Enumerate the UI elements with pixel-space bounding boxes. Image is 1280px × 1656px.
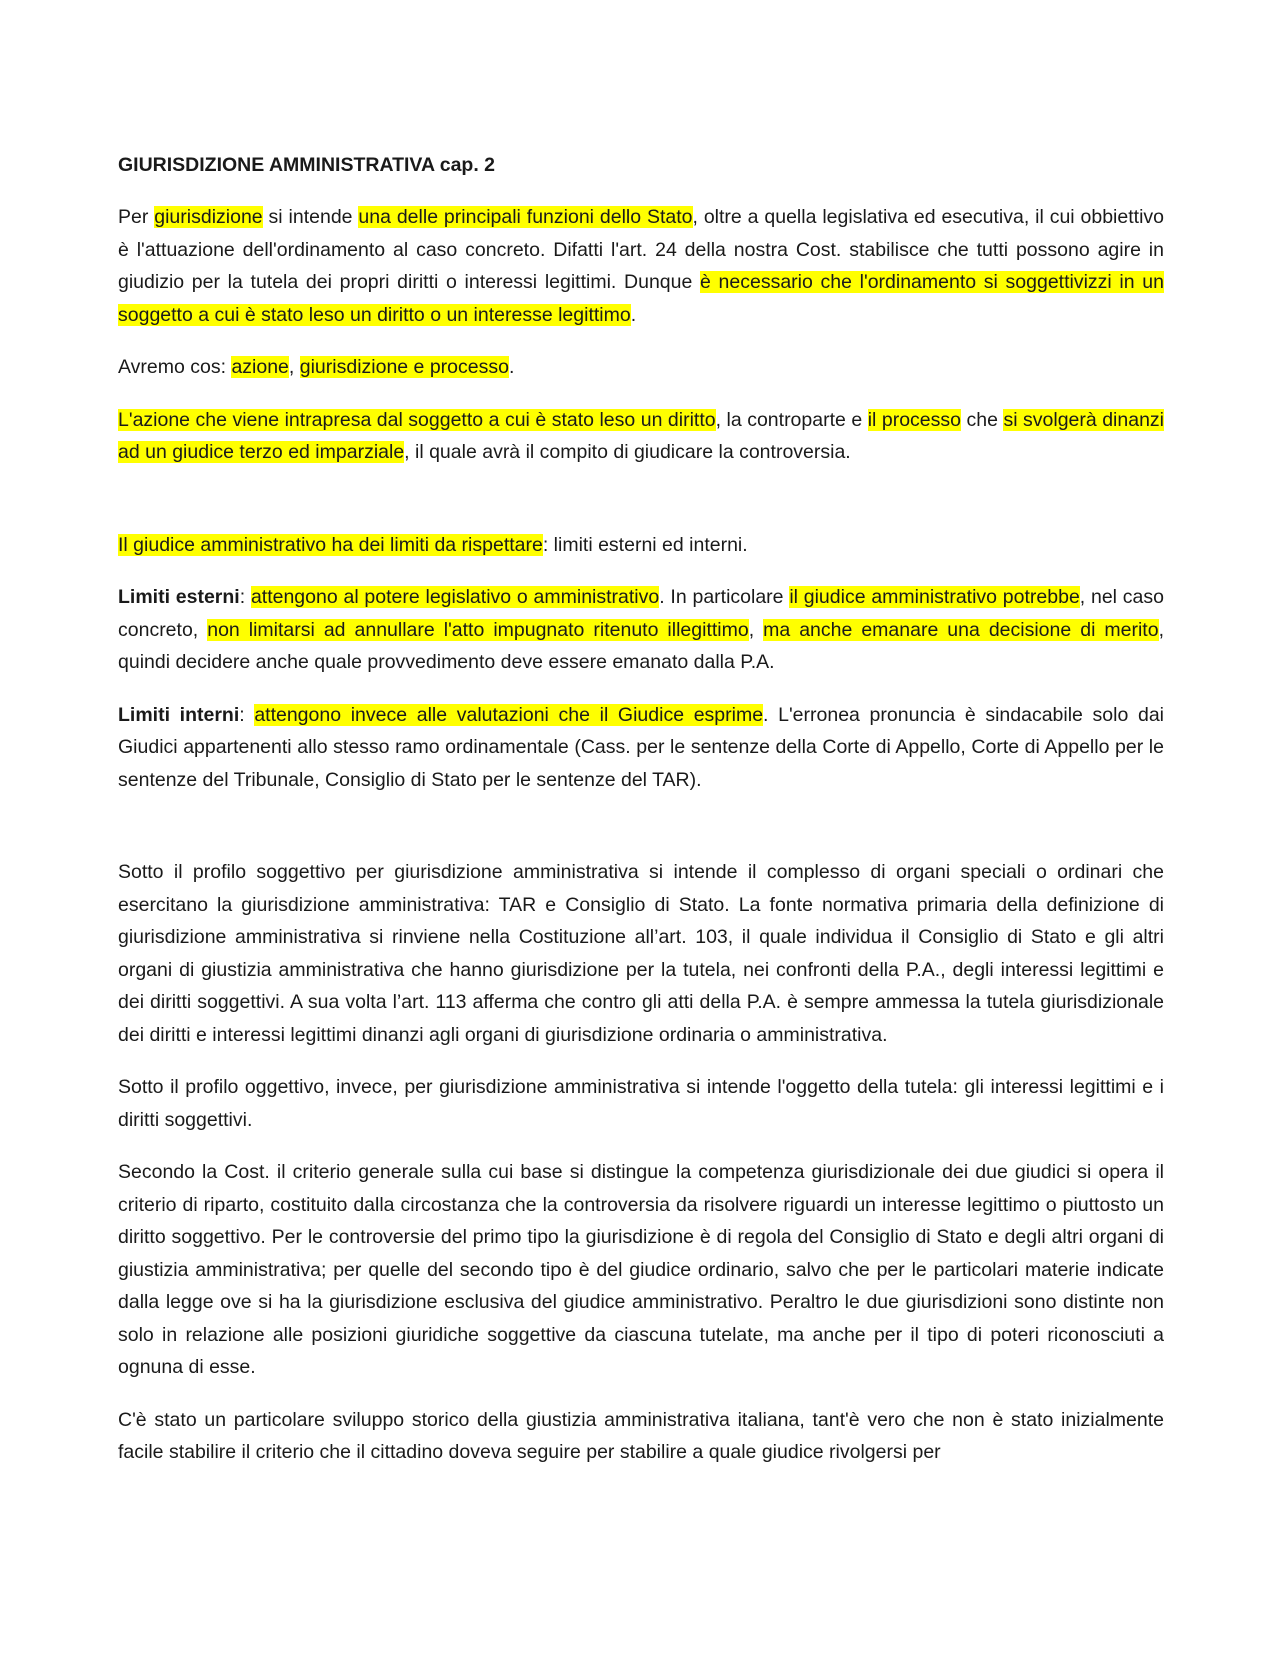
- text-run: .: [630, 303, 637, 326]
- empty-line: [118, 816, 1164, 856]
- text-run: : limiti esterni ed interni.: [542, 533, 748, 556]
- paragraph-azione-processo: [118, 351, 1164, 384]
- highlighted-text: il giudice amministrativo potrebbe: [789, 586, 1080, 608]
- paragraph-profilo-oggettivo: Sotto il profilo oggettivo, invece, per giurisdizione amministrativa si intende l'oggetto della tutela: gli interessi legittimi e i diritti soggettivi.: [118, 1076, 1164, 1131]
- highlighted-text: si svolgerà dinanzi ad un giudice terzo ed imparziale: [118, 408, 1165, 463]
- paragraph-criterio-riparto: Secondo la Cost. il criterio generale sulla cui base si distingue la competenza giurisdizionale dei due giudici si opera il criterio di riparto, costituito dalla circostanza che la controversia da risolvere riguardi un interesse legittimo o piuttosto un diritto soggettivo. Per le controversie del primo tipo la giurisdizione è di regola del Consiglio di Stato e degli altri organi di giustizia amministrativa; per quelle del secondo tipo è del giudice ordinario, salvo che per le particolari materie indicate dalla legge ove si ha la giurisdizione esclusiva del giudice amministrativo. Peraltro le due giurisdizioni sono distinte non solo in relazione alle posizioni giuridiche soggettive da ciascuna tutelate, ma anche per il tipo di poteri riconosciuti a ognuna di esse.: [118, 1161, 1164, 1378]
- highlighted-text: è necessario che l'ordinamento si soggettivizzi in un soggetto a cui è stato leso un diritto o un interesse legittimo: [118, 271, 1164, 326]
- text-run: :: [239, 703, 255, 726]
- text-run: , il quale avrà il compito di giudicare la controversia.: [404, 441, 851, 463]
- paragraph-azione-description: [118, 404, 1164, 469]
- text-run: si intende: [262, 206, 359, 228]
- paragraph-profilo-soggettivo: Sotto il profilo soggettivo per giurisdizione amministrativa si intende il complesso di organi speciali o ordinari che esercitano la giurisdizione amministrativa: TAR e Consiglio di Stato. La fonte normativa primaria della definizione di giurisdizione amministrativa si rinviene nella Costituzione all’art. 103, il quale individua il Consiglio di Stato e gli altri organi di giustizia amministrativa che hanno giurisdizione per la tutela, nei confronti della P.A., degli interessi legittimi e dei diritti soggettivi. A sua volta l’art. 113 afferma che contro gli atti della P.A. è sempre ammessa la tutela giurisdizionale dei diritti e interessi legittimi dinanzi agli organi di giurisdizione ordinaria o amministrativa.: [118, 861, 1164, 1046]
- highlighted-text: attengono invece alle valutazioni che il Giudice esprime: [254, 703, 764, 726]
- empty-line: [118, 489, 1164, 529]
- highlighted-text: giurisdizione: [154, 206, 263, 228]
- text-run: Avremo cos:: [118, 356, 232, 378]
- bold-label: Limiti interni: [118, 703, 240, 726]
- text-run: Per: [118, 206, 155, 228]
- highlighted-text: azione: [231, 356, 289, 378]
- text-run: , oltre a quella legislativa ed esecutiva, il cui obbiettivo è l'attuazione dell'ordinamento al caso concreto. Difatti l'art. 24 della nostra Cost. stabilisce che tutti possono agire in giudizio per la tutela dei propri diritti o interessi legittimi. Dunque: [118, 206, 1164, 293]
- document-title: GIURISDIZIONE AMMINISTRATIVA cap. 2: [118, 154, 496, 176]
- text-run: :: [239, 586, 251, 608]
- paragraph-giurisdizione-definition: [118, 201, 1164, 331]
- bold-label: Limiti esterni: [118, 586, 240, 608]
- highlighted-text: non limitarsi ad annullare l'atto impugnato ritenuto illegittimo: [207, 618, 749, 641]
- text-run: . L'erronea pronuncia è sindacabile solo dai Giudici appartenenti allo stesso ramo ordinamentale (Cass. per le sentenze della Corte di Appello, Corte di Appello per le sentenze del Tribunale, Consiglio di Stato per le sentenze del TAR).: [118, 703, 1164, 791]
- paragraph-limiti: [118, 529, 1164, 562]
- text-run: , nel caso concreto,: [118, 586, 1164, 641]
- text-run: ,: [748, 618, 764, 641]
- paragraph-limiti-esterni: [118, 581, 1164, 679]
- text-run: che: [961, 408, 1004, 431]
- highlighted-text: Il giudice amministrativo ha dei limiti da rispettare: [118, 533, 543, 556]
- paragraph-sviluppo-storico: C'è stato un particolare sviluppo storico della giustizia amministrativa italiana, tant'è vero che non è stato inizialmente facile stabilire il criterio che il cittadino doveva seguire per stabilire a quale giudice rivolgersi per: [118, 1408, 1164, 1463]
- highlighted-text: ma anche emanare una decisione di merito: [763, 618, 1159, 641]
- text-run: , quindi decidere anche quale provvedimento deve essere emanato dalla P.A.: [118, 618, 1164, 673]
- highlighted-text: il processo: [867, 408, 961, 431]
- text-run: , la controparte e: [715, 408, 868, 431]
- highlighted-text: L'azione che viene intrapresa dal soggetto a cui è stato leso un diritto: [118, 408, 716, 431]
- highlighted-text: attengono al potere legislativo o amministrativo: [250, 586, 660, 608]
- text-run: . In particolare: [659, 586, 790, 608]
- text-run: ,: [288, 356, 300, 378]
- text-run: .: [508, 356, 515, 378]
- highlighted-text: giurisdizione e processo: [299, 356, 509, 378]
- highlighted-text: una delle principali funzioni dello Stato: [358, 206, 693, 228]
- paragraph-limiti-interni: [118, 699, 1164, 797]
- document-page: [118, 150, 1164, 1489]
